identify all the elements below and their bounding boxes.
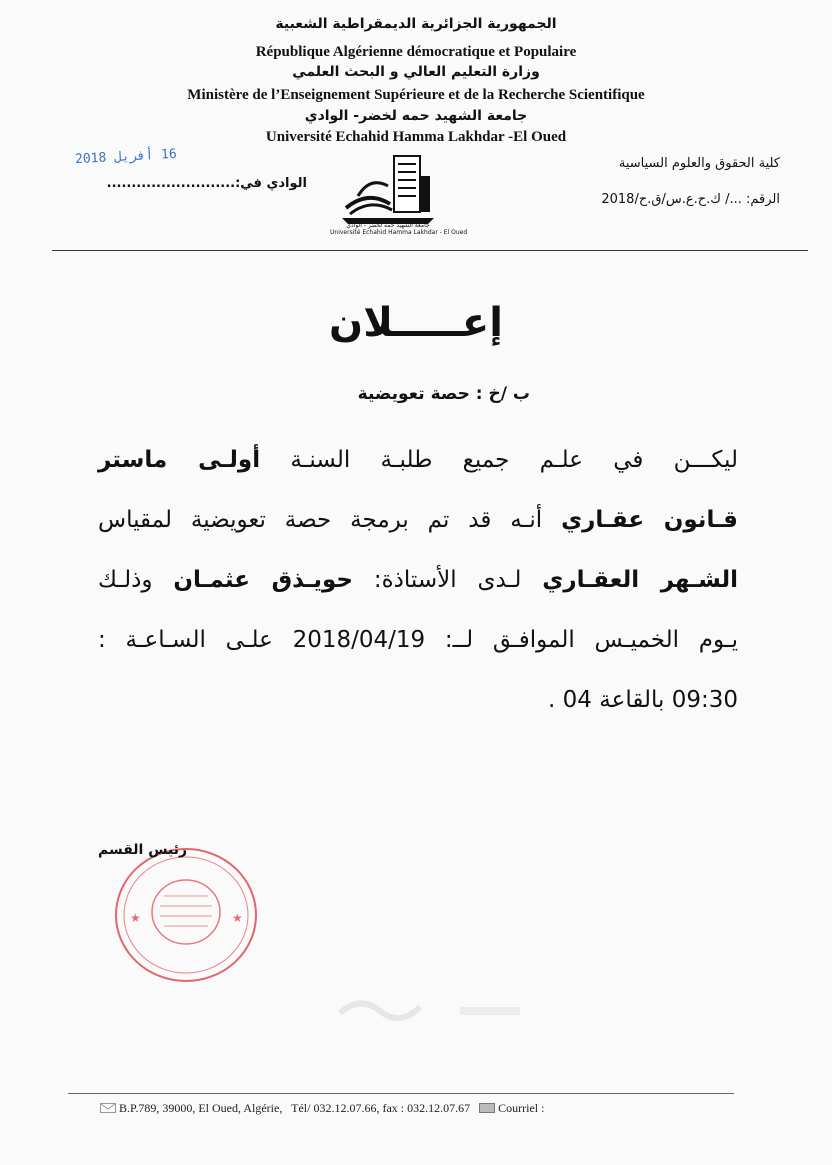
ministry-ar: وزارة التعليم العالي و البحث العلمي [292, 64, 540, 80]
body-line-3 [98, 550, 738, 610]
place-date-field: الوادي في:.......................... [106, 176, 307, 191]
body-line-1 [98, 430, 738, 490]
university-ar: جامعة الشهيد حمه لخضر- الوادي [304, 108, 528, 124]
body-bold-segment: الشـهر العقـاري [542, 567, 738, 593]
body-text-segment: لـدى الأستاذة: [352, 567, 543, 593]
logo-caption-ar: جامعة الشهيد حمه لخضر - الوادي [346, 222, 430, 229]
body-line-4: يـوم الخميـس الموافـق لــ: 2018/04/19 علـى السـاعـة : [98, 627, 738, 653]
footer-divider [68, 1093, 734, 1094]
svg-text:★: ★ [232, 911, 243, 925]
received-date-stamp: 16 أفريل 2018 [74, 146, 178, 168]
university-fr: Université Echahid Hamma Lakhdar -El Oued [265, 129, 567, 145]
faint-signature-mark [330, 985, 530, 1025]
svg-text:★: ★ [130, 911, 141, 925]
body-line-2 [98, 490, 738, 550]
ministry-fr: Ministère de l’Enseignement Supérieure et de la Recherche Scientifique [187, 87, 645, 103]
header-divider [52, 250, 808, 251]
notice-body [98, 430, 738, 730]
body-line-5: 09:30 بالقاعة 04 . [548, 687, 738, 713]
logo-caption-fr: Université Echahid Hamma Lakhdar - El Oued [330, 229, 468, 236]
notice-title: إعـــــلان [329, 300, 503, 346]
envelope-icon [100, 1103, 116, 1113]
footer-phone: Tél/ 032.12.07.66, fax : 032.12.07.67 [291, 1101, 471, 1115]
body-text-segment: وذلـك [98, 567, 174, 593]
republic-fr: République Algérienne démocratique et Populaire [255, 44, 577, 60]
reference-number: الرقم: .../ ك.ح.ع.س/ق.ح/2018 [601, 192, 780, 207]
body-bold-segment: أولـى ماستر [98, 447, 261, 473]
footer-address: B.P.789, 39000, El Oued, Algérie, [119, 1101, 283, 1115]
mail-icon [479, 1103, 495, 1113]
department-head-signature: رئيس القسم [98, 842, 188, 858]
body-bold-segment: قـانون عقـاري [561, 507, 738, 533]
footer-email-label: Courriel : [498, 1101, 545, 1115]
footer-contact [100, 1101, 800, 1116]
faculty-name: كلية الحقوق والعلوم السياسية [618, 156, 780, 171]
official-seal-icon [104, 840, 268, 990]
body-bold-segment: حويـذق عثمـان [173, 567, 353, 593]
body-text-segment: ليكـــن في علـم جميع طلبـة السنـة [260, 447, 738, 473]
republic-ar: الجمهورية الجزائرية الديمقراطية الشعبية [275, 16, 557, 32]
body-text-segment: أنـه قد تم برمجة حصة تعويضية لمقياس [98, 507, 562, 533]
notice-subject: ب /خ : حصة تعويضية [357, 384, 530, 404]
logo-caption [330, 222, 468, 236]
